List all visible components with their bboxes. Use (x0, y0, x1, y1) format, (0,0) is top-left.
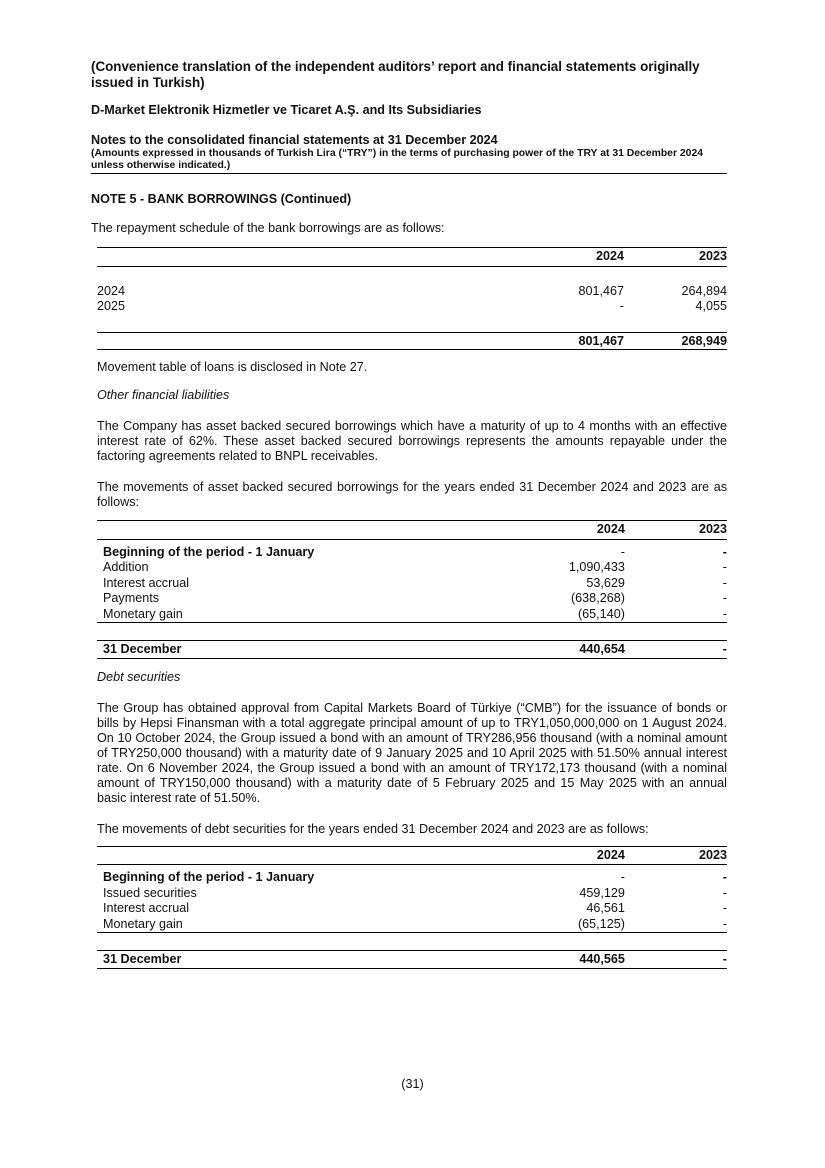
note-title: NOTE 5 - BANK BORROWINGS (Continued) (91, 192, 352, 206)
table-row: 2025 - 4,055 (97, 299, 727, 313)
table-row: Monetary gain (65,125) - (97, 917, 727, 933)
repayment-intro: The repayment schedule of the bank borrowings are as follows: (91, 221, 445, 235)
other-financial-movements-intro: The movements of asset backed secured borrowings for the years ended 31 December 2024 and 2023 are as follows: (97, 480, 727, 509)
table-header-row: 2024 2023 (97, 521, 727, 540)
table-row: Interest accrual 53,629 - (103, 575, 727, 590)
notes-title: Notes to the consolidated financial statements at 31 December 2024 (91, 133, 498, 147)
table-row: Interest accrual 46,561 - (103, 901, 727, 915)
repayment-table (97, 247, 727, 350)
movement-note: Movement table of loans is disclosed in Note 27. (97, 360, 368, 374)
total-row: 801,467 268,949 (97, 332, 727, 350)
company-name: D-Market Elektronik Hizmetler ve Ticaret A.Ş. and Its Subsidiaries (91, 103, 482, 117)
col-2024: 2024 (517, 248, 624, 267)
debt-securities-table (97, 846, 727, 969)
table-header-row: 2024 2023 (97, 846, 727, 865)
document-page (91, 59, 727, 969)
table-row: Monetary gain (65,140) - (97, 607, 727, 623)
table-row: 2024 801,467 264,894 (97, 283, 727, 298)
debt-securities-paragraph: The Group has obtained approval from Capital Markets Board of Türkiye (“CMB”) for the issuance of bonds or bills by Hepsi Finansman with a total aggregate principal amount of up to TRY1,050,000,000 on 1 August 2024. On 10 October 2024, the Group issued a bond with an amount of TRY286,956 thousand (with a nominal amount of TRY250,000 thousand) with a maturity date of 9 January 2025 and 10 April 2025 with 51.50% annual interest rate. On 6 November 2024, the Group issued a bond with an amount of TRY172,173 thousand (with a nominal amount of TRY150,000 thousand) with a maturity date of 5 February 2025 and 15 May 2025 with an annual basic interest rate of 51.50%. (97, 700, 727, 805)
asset-backed-table (97, 520, 727, 659)
table-row: Payments (638,268) - (103, 591, 727, 605)
opening-row: Beginning of the period - 1 January - - (103, 870, 727, 884)
amounts-note: (Amounts expressed in thousands of Turkish Lira (“TRY”) in the terms of purchasing power of the TRY at 31 December 2024 unless otherwise indicated.) (91, 148, 704, 171)
table-row: Issued securities 459,129 - (103, 885, 727, 900)
debt-securities-movements-intro: The movements of debt securities for the years ended 31 December 2024 and 2023 are as follows: (97, 821, 649, 836)
opening-row: Beginning of the period - 1 January - - (103, 544, 727, 559)
table-header-row (97, 248, 727, 267)
closing-row: 31 December 440,565 - (97, 951, 727, 969)
other-financial-heading: Other financial liabilities (97, 388, 230, 402)
closing-row: 31 December 440,654 - (97, 641, 727, 659)
table-row: Addition 1,090,433 - (103, 560, 727, 574)
other-financial-paragraph: The Company has asset backed secured borrowings which have a maturity of up to 4 months with an effective interest rate of 62%. These asset backed secured borrowings represents the amounts repayable under the factoring agreements related to BNPL receivables. (97, 419, 727, 463)
page-number: (31) (401, 1077, 424, 1091)
col-2023: 2023 (624, 248, 727, 267)
header-divider (91, 173, 727, 174)
report-title: (Convenience translation of the independent auditors’ report and financial statements originally issued in Turkish) (91, 59, 700, 90)
debt-securities-heading: Debt securities (97, 669, 181, 684)
